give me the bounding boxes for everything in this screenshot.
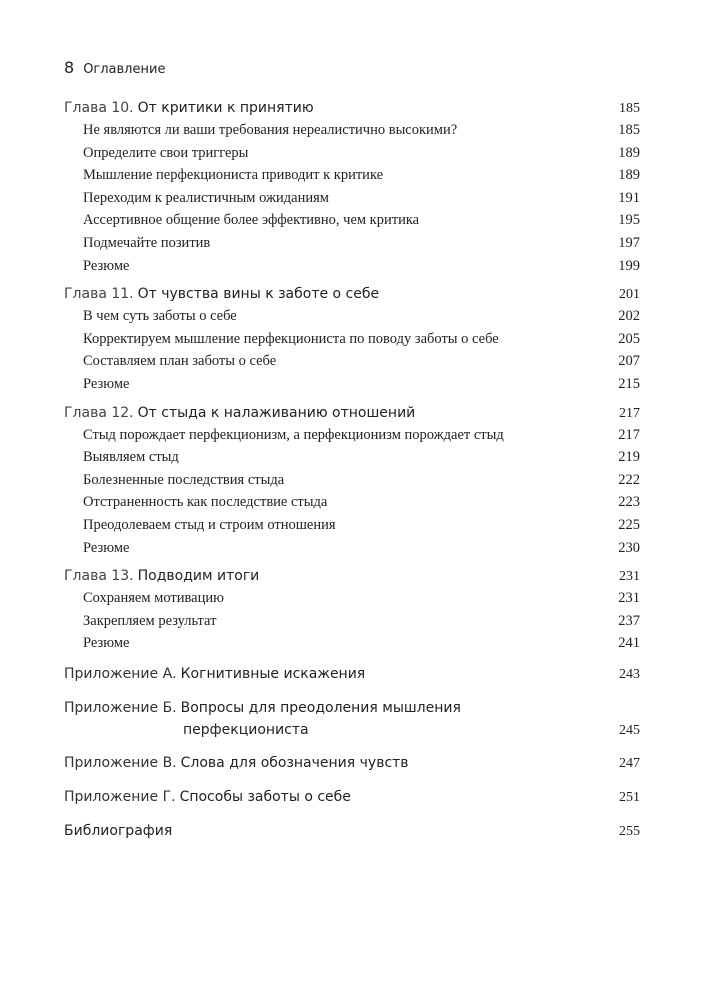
entry-page: 215 [618,375,640,392]
entry-page: 231 [618,590,640,607]
toc-entry[interactable] [64,122,640,145]
chapter-label: Глава 13. [64,568,134,585]
toc-entry[interactable] [64,472,640,495]
chapter-page: 185 [619,101,640,116]
toc-entry[interactable] [64,613,640,636]
entry-page: 207 [618,353,640,370]
appendix-a[interactable] [64,666,640,688]
entry-page: 199 [618,257,640,274]
toc-entry[interactable] [64,308,640,331]
appendix-label: Приложение А. [64,665,177,682]
entry-title: Резюме [83,539,130,556]
entry-title: Корректируем мышление перфекциониста по поводу заботы о себе [83,330,499,347]
chapter-title: От стыда к налаживанию отношений [137,404,416,421]
entry-page: 185 [618,122,640,138]
chapter-10[interactable] [64,100,640,122]
entry-page: 225 [618,516,640,533]
bibliography-page: 255 [619,823,640,839]
appendix-label: Приложение Г. [64,788,176,805]
appendix-title-continued: перфекциониста [183,721,309,738]
appendix-g[interactable] [64,789,640,811]
appendix-page: 251 [619,789,640,805]
appendix-label: Приложение Б. [64,699,177,716]
entry-title: Определите свои триггеры [83,144,249,161]
appendix-b[interactable] [64,700,640,744]
chapter-label: Глава 12. [64,404,134,421]
entry-title: Переходим к реалистичным ожиданиям [83,189,329,206]
toc-entry[interactable] [64,258,640,281]
bibliography-title: Библиография [64,822,173,839]
appendix-title: Способы заботы о себе [179,788,351,805]
page-number: 8 [64,58,75,77]
toc-entry[interactable] [64,235,640,258]
entry-page: 205 [618,330,640,347]
toc-entry[interactable] [64,353,640,376]
entry-page: 230 [618,539,640,556]
entry-page: 189 [618,167,640,184]
chapter-12[interactable] [64,405,640,427]
appendix-page: 245 [619,722,640,738]
appendix-page: 247 [619,755,640,771]
chapter-title: От критики к принятию [137,100,314,116]
toc-entry[interactable] [64,167,640,190]
appendix-label: Приложение В. [64,754,177,771]
toc-page [64,58,640,845]
appendix-title: Когнитивные искажения [180,665,366,682]
appendix-v[interactable] [64,755,640,777]
chapter-label: Глава 10. [64,100,134,116]
entry-page: 217 [618,426,640,443]
entry-page: 202 [618,308,640,325]
entry-title: Болезненные последствия стыда [83,471,285,488]
entry-title: Мышление перфекциониста приводит к критике [83,167,384,184]
chapter-page: 201 [619,287,640,303]
entry-page: 237 [618,612,640,629]
chapter-label: Глава 11. [64,286,134,303]
toc-entry[interactable] [64,635,640,658]
entry-title: Выявляем стыд [83,449,179,466]
entry-title: Отстраненность как последствие стыда [83,494,328,511]
appendix-page: 243 [619,666,640,682]
toc-entry[interactable] [64,427,640,450]
entry-page: 191 [618,189,640,206]
chapter-11[interactable] [64,286,640,308]
entry-page: 197 [618,234,640,251]
entry-page: 223 [618,494,640,511]
toc-entry[interactable] [64,494,640,517]
bibliography[interactable] [64,823,640,845]
entry-title: Преодолеваем стыд и строим отношения [83,516,336,533]
entry-title: Подмечайте позитив [83,234,211,251]
toc-entry[interactable] [64,517,640,540]
appendix-title: Вопросы для преодоления мышления [180,699,461,716]
toc-entry[interactable] [64,331,640,354]
chapter-title: Подводим итоги [137,568,260,585]
entry-title: Закрепляем результат [83,612,217,629]
entry-page: 189 [618,144,640,161]
entry-title: Резюме [83,635,130,652]
toc-entry[interactable] [64,540,640,563]
entry-page: 222 [618,471,640,488]
chapter-title: От чувства вины к заботе о себе [137,286,380,303]
entry-title: Не являются ли ваши требования нереалистично высокими? [83,122,458,138]
chapter-13[interactable] [64,568,640,590]
entry-title: Стыд порождает перфекционизм, а перфекционизм порождает стыд [83,426,504,443]
entry-title: Сохраняем мотивацию [83,590,224,607]
entry-title: Резюме [83,257,130,274]
toc-entry[interactable] [64,190,640,213]
entry-title: Резюме [83,375,130,392]
entry-title: В чем суть заботы о себе [83,308,237,325]
toc-entry[interactable] [64,449,640,472]
toc-entry[interactable] [64,590,640,613]
chapter-page: 231 [619,569,640,585]
entry-title: Составляем план заботы о себе [83,353,277,370]
appendix-title: Слова для обозначения чувств [180,754,409,771]
entry-page: 195 [618,212,640,229]
toc-entry[interactable] [64,145,640,168]
entry-page: 219 [618,449,640,466]
running-head-title: Оглавление [83,62,166,77]
toc-entry[interactable] [64,212,640,235]
toc-entry[interactable] [64,376,640,399]
entry-title: Ассертивное общение более эффективно, чем критика [83,212,420,229]
running-head [64,58,640,82]
entry-page: 241 [618,635,640,652]
chapter-page: 217 [619,405,640,421]
